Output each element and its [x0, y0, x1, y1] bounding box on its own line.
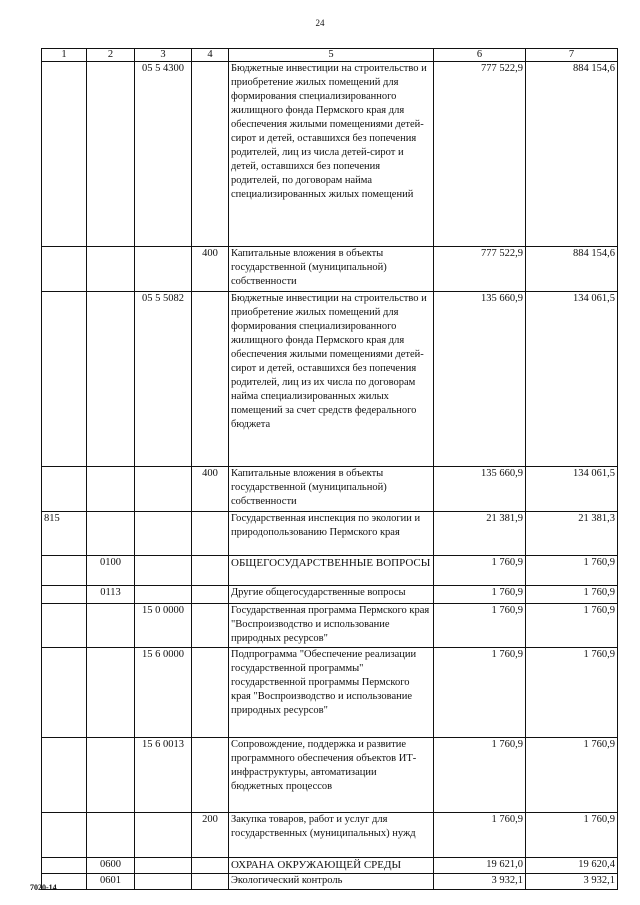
table-row [42, 813, 618, 858]
cell-amount-2: 884 154,6 [526, 247, 618, 292]
table-row [42, 586, 618, 604]
cell-amount-2: 134 061,5 [526, 467, 618, 512]
table-row [42, 738, 618, 813]
cell-amount-2: 1 760,9 [526, 586, 618, 604]
table-row [42, 604, 618, 648]
cell-amount-1: 1 760,9 [434, 556, 526, 586]
cell-amount-1: 3 932,1 [434, 874, 526, 890]
cell-target-code [135, 512, 192, 556]
cell-amount-1: 135 660,9 [434, 467, 526, 512]
cell-description: Государственная инспекция по экологии и природопользованию Пермского края [229, 512, 434, 556]
table-row [42, 556, 618, 586]
cell-expense-type [192, 556, 229, 586]
cell-amount-2: 1 760,9 [526, 648, 618, 738]
cell-description: Экологический контроль [229, 874, 434, 890]
cell-section-code [87, 604, 135, 648]
cell-description: ОБЩЕГОСУДАРСТВЕННЫЕ ВОПРОСЫ [229, 556, 434, 586]
cell-amount-1: 1 760,9 [434, 604, 526, 648]
cell-amount-1: 777 522,9 [434, 62, 526, 247]
cell-expense-type [192, 512, 229, 556]
cell-target-code [135, 813, 192, 858]
cell-amount-1: 135 660,9 [434, 292, 526, 467]
cell-admin-code [42, 604, 87, 648]
cell-expense-type [192, 586, 229, 604]
cell-amount-2: 1 760,9 [526, 604, 618, 648]
cell-expense-type [192, 292, 229, 467]
header-col-3: 3 [135, 49, 192, 62]
cell-section-code [87, 62, 135, 247]
budget-table [41, 48, 618, 890]
page-number: 24 [315, 18, 325, 28]
cell-description: Сопровождение, поддержка и развитие программного обеспечения объектов ИТ-инфраструктуры, автоматизации бюджетных процессов [229, 738, 434, 813]
cell-amount-2: 1 760,9 [526, 556, 618, 586]
cell-target-code: 15 6 0013 [135, 738, 192, 813]
cell-description: Закупка товаров, работ и услуг для государственных (муниципальных) нужд [229, 813, 434, 858]
cell-admin-code [42, 738, 87, 813]
cell-expense-type [192, 858, 229, 874]
cell-description: Другие общегосударственные вопросы [229, 586, 434, 604]
header-col-4: 4 [192, 49, 229, 62]
header-col-5: 5 [229, 49, 434, 62]
cell-amount-1: 19 621,0 [434, 858, 526, 874]
cell-admin-code [42, 247, 87, 292]
cell-target-code: 05 5 4300 [135, 62, 192, 247]
cell-amount-1: 1 760,9 [434, 586, 526, 604]
cell-section-code [87, 738, 135, 813]
table-row [42, 62, 618, 247]
document-code: 7020-14 [30, 883, 57, 892]
cell-amount-1: 777 522,9 [434, 247, 526, 292]
cell-admin-code [42, 556, 87, 586]
cell-target-code [135, 586, 192, 604]
cell-description: Подпрограмма "Обеспечение реализации государственной программы" государственной программы Пермского края "Воспроизводство и использование природных ресурсов" [229, 648, 434, 738]
table-row [42, 648, 618, 738]
table-row [42, 467, 618, 512]
header-col-7: 7 [526, 49, 618, 62]
cell-amount-2: 134 061,5 [526, 292, 618, 467]
cell-target-code: 15 6 0000 [135, 648, 192, 738]
cell-section-code: 0600 [87, 858, 135, 874]
cell-admin-code [42, 648, 87, 738]
table-row [42, 247, 618, 292]
cell-description: ОХРАНА ОКРУЖАЮЩЕЙ СРЕДЫ [229, 858, 434, 874]
cell-description: Капитальные вложения в объекты государственной (муниципальной) собственности [229, 467, 434, 512]
cell-target-code [135, 874, 192, 890]
cell-section-code: 0113 [87, 586, 135, 604]
cell-target-code: 15 0 0000 [135, 604, 192, 648]
cell-expense-type: 400 [192, 247, 229, 292]
cell-description: Бюджетные инвестиции на строительство и приобретение жилых помещений для формирования специализированного жилищного фонда Пермского края для обеспечения жилыми помещениями детей-сирот и детей, оставшихся без попечения родителей, лиц из их числа по договорам найма специализированных жилых помещений за счет средств федерального бюджета [229, 292, 434, 467]
cell-section-code [87, 512, 135, 556]
cell-expense-type [192, 604, 229, 648]
cell-target-code [135, 556, 192, 586]
table-row [42, 858, 618, 874]
cell-admin-code [42, 813, 87, 858]
cell-admin-code [42, 467, 87, 512]
cell-amount-2: 1 760,9 [526, 738, 618, 813]
cell-description: Бюджетные инвестиции на строительство и приобретение жилых помещений для формирования специализированного жилищного фонда Пермского края для обеспечения жилыми помещениями детей-сирот и детей, оставшихся без попечения родителей, лиц из числа детей-сирот и детей, оставшихся без попечения родителей, по договорам найма специализированных жилых помещений [229, 62, 434, 247]
cell-section-code [87, 292, 135, 467]
header-col-6: 6 [434, 49, 526, 62]
cell-section-code: 0100 [87, 556, 135, 586]
cell-section-code: 0601 [87, 874, 135, 890]
cell-amount-1: 1 760,9 [434, 813, 526, 858]
cell-section-code [87, 467, 135, 512]
cell-admin-code [42, 292, 87, 467]
cell-expense-type [192, 738, 229, 813]
header-col-1: 1 [42, 49, 87, 62]
cell-section-code [87, 648, 135, 738]
cell-target-code: 05 5 5082 [135, 292, 192, 467]
table-header-row [42, 49, 618, 62]
cell-description: Государственная программа Пермского края "Воспроизводство и использование природных ресурсов" [229, 604, 434, 648]
cell-target-code [135, 247, 192, 292]
cell-admin-code [42, 586, 87, 604]
cell-amount-1: 1 760,9 [434, 648, 526, 738]
table-row [42, 512, 618, 556]
cell-amount-1: 1 760,9 [434, 738, 526, 813]
cell-target-code [135, 858, 192, 874]
table-row [42, 292, 618, 467]
cell-admin-code [42, 62, 87, 247]
cell-section-code [87, 813, 135, 858]
header-col-2: 2 [87, 49, 135, 62]
cell-admin-code [42, 858, 87, 874]
cell-description: Капитальные вложения в объекты государственной (муниципальной) собственности [229, 247, 434, 292]
cell-amount-2: 1 760,9 [526, 813, 618, 858]
cell-amount-1: 21 381,9 [434, 512, 526, 556]
cell-target-code [135, 467, 192, 512]
table-row [42, 874, 618, 890]
cell-expense-type: 200 [192, 813, 229, 858]
cell-amount-2: 3 932,1 [526, 874, 618, 890]
cell-expense-type [192, 62, 229, 247]
cell-amount-2: 21 381,3 [526, 512, 618, 556]
cell-expense-type [192, 648, 229, 738]
cell-amount-2: 19 620,4 [526, 858, 618, 874]
cell-admin-code: 815 [42, 512, 87, 556]
cell-expense-type: 400 [192, 467, 229, 512]
cell-expense-type [192, 874, 229, 890]
cell-amount-2: 884 154,6 [526, 62, 618, 247]
cell-section-code [87, 247, 135, 292]
